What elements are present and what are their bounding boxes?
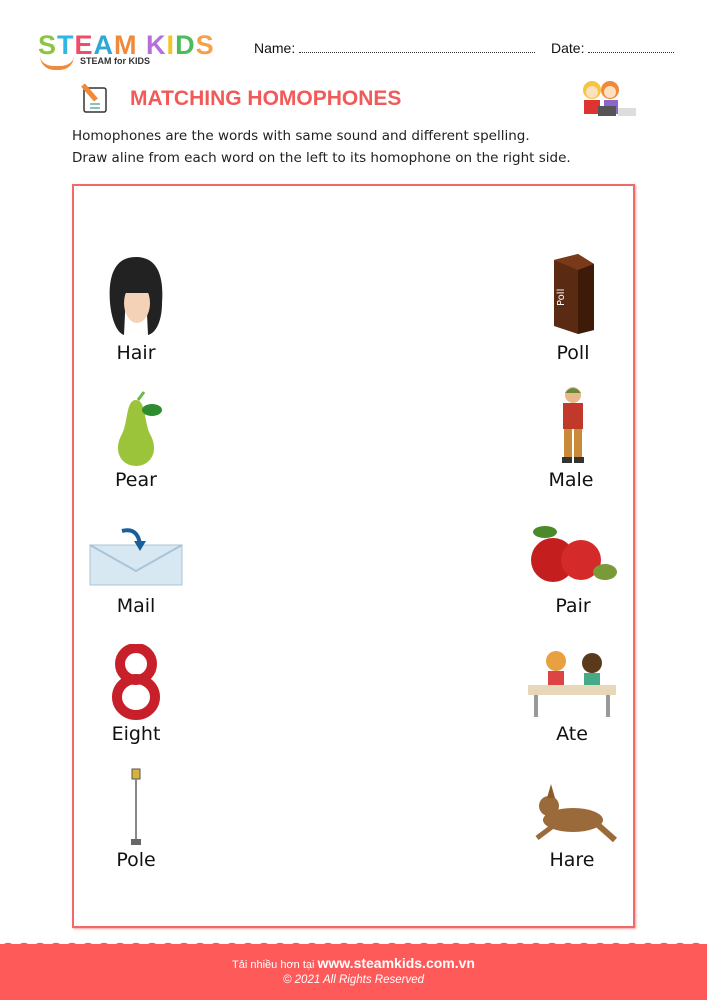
poll-box-image	[518, 248, 628, 338]
left-word-pear: Pear	[115, 469, 157, 491]
footer-prefix: Tải nhiều hơn tại	[232, 959, 315, 971]
hair-image	[81, 250, 191, 340]
pole-image	[81, 762, 191, 852]
poll-box-label: Poll	[556, 288, 567, 306]
pear-image	[81, 383, 191, 473]
ate-kids-eating-image	[517, 636, 627, 726]
left-word-eight: Eight	[111, 723, 161, 745]
left-word-hair: Hair	[116, 342, 156, 364]
name-label: Name:	[254, 40, 296, 56]
left-word-pole: Pole	[116, 849, 156, 871]
instruction-line-1: Homophones are the words with same sound and different spelling.	[72, 128, 530, 144]
hare-image	[517, 770, 627, 860]
footer-copyright: © 2021 All Rights Reserved	[282, 974, 424, 986]
male-image	[518, 380, 628, 470]
right-word-poll: Poll	[556, 342, 590, 364]
right-word-hare: Hare	[549, 849, 595, 871]
kids-reading-icon	[574, 78, 638, 120]
footer-url-link[interactable]: www.steamkids.com.vn	[317, 955, 475, 971]
footer-band	[0, 944, 707, 1000]
date-field[interactable]	[551, 40, 674, 56]
steam-kids-logo: STEAM KIDS	[38, 30, 215, 60]
instruction-line-2: Draw aline from each word on the left to its homophone on the right side.	[72, 150, 571, 166]
footer-download-line	[0, 955, 707, 971]
right-word-pair: Pair	[555, 595, 591, 617]
logo-subtitle: STEAM for KIDS	[80, 56, 151, 66]
logo-swoosh	[40, 56, 74, 70]
page-title: MATCHING HOMOPHONES	[130, 87, 402, 110]
pencil-paper-icon	[80, 82, 110, 114]
mail-image	[81, 512, 191, 602]
left-word-mail: Mail	[116, 595, 156, 617]
pair-apples-image	[516, 508, 626, 598]
date-label: Date:	[551, 40, 585, 56]
right-word-ate: Ate	[556, 723, 588, 745]
name-field[interactable]	[254, 40, 535, 56]
right-word-male: Male	[548, 469, 594, 491]
eight-image	[81, 637, 191, 727]
